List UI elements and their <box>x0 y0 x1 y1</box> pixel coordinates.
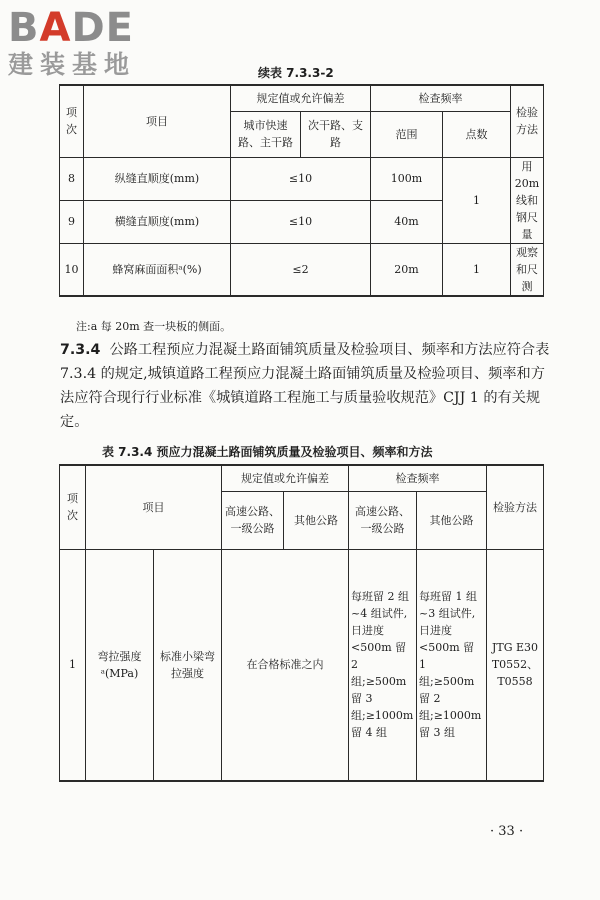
t2-row1-freq-highway: 每班留 2 组~4 组试件,日进度<500m 留 2 组;≥500m 留 3 组;≥1000m 留 4 组 <box>349 549 417 781</box>
header-item: 项目 <box>84 85 231 157</box>
table1-footnote: 注:a 每 20m 查一块板的侧面。 <box>76 320 232 333</box>
row10-range: 20m <box>371 243 443 296</box>
row10-method: 观察和尺测 <box>511 243 544 296</box>
logo-chinese: 建装基地 <box>8 50 137 79</box>
header-freq-range: 范围 <box>371 111 443 157</box>
clause-number: 7.3.4 <box>60 342 101 358</box>
t2-row1-item: 弯拉强度ᵃ(MPa) <box>86 549 154 781</box>
header-method: 检验方法 <box>511 85 544 157</box>
row9-seq: 9 <box>60 200 84 243</box>
row9-item: 横缝直顺度(mm) <box>84 200 231 243</box>
t2-header-freq-other: 其他公路 <box>417 491 487 549</box>
t2-header-method: 检验方法 <box>487 465 544 549</box>
t2-header-freq-highway: 高速公路、一级公路 <box>349 491 417 549</box>
page-number: · 33 · <box>490 824 524 839</box>
header-tolerance: 规定值或允许偏差 <box>231 85 371 111</box>
t2-header-seq: 项次 <box>60 465 86 549</box>
t2-row1-seq: 1 <box>60 549 86 781</box>
row8-item: 纵缝直顺度(mm) <box>84 157 231 200</box>
row8-seq: 8 <box>60 157 84 200</box>
row8-9-points: 1 <box>443 157 511 243</box>
bade-logo <box>8 6 178 80</box>
row10-points: 1 <box>443 243 511 296</box>
table2-title: 表 7.3.4 预应力混凝土路面铺筑质量及检验项目、频率和方法 <box>102 445 433 459</box>
row10-seq: 10 <box>60 243 84 296</box>
t2-row1-method: JTG E30 T0552、T0558 <box>487 549 544 781</box>
header-seq: 项次 <box>60 85 84 157</box>
t2-header-tol-highway: 高速公路、一级公路 <box>222 491 284 549</box>
t2-header-tolerance: 规定值或允许偏差 <box>222 465 349 491</box>
t2-row1-freq-other: 每班留 1 组~3 组试件,日进度<500m 留 1 组;≥500m 留 2 组;≥1000m 留 3 组 <box>417 549 487 781</box>
t2-header-item: 项目 <box>86 465 222 549</box>
row10-tol: ≤2 <box>231 243 371 296</box>
row9-range: 40m <box>371 200 443 243</box>
t2-row1-sub-item: 标准小梁弯拉强度 <box>154 549 222 781</box>
t2-header-tol-other: 其他公路 <box>284 491 349 549</box>
row10-item: 蜂窝麻面面积ᵃ(%) <box>84 243 231 296</box>
header-tol-city: 城市快速路、主干路 <box>231 111 301 157</box>
row8-tol: ≤10 <box>231 157 371 200</box>
row8-range: 100m <box>371 157 443 200</box>
clause-7-3-4 <box>60 338 550 434</box>
t2-row1-tol: 在合格标准之内 <box>222 549 349 781</box>
row9-tol: ≤10 <box>231 200 371 243</box>
table-7-3-4 <box>59 464 544 782</box>
header-tol-other: 次干路、支路 <box>301 111 371 157</box>
table1-title: 续表 7.3.3-2 <box>258 66 334 80</box>
logo-wordmark: BADE <box>8 5 134 51</box>
t2-header-frequency: 检查频率 <box>349 465 487 491</box>
header-frequency: 检查频率 <box>371 85 511 111</box>
row8-9-method: 用 20m 线和钢尺量 <box>511 157 544 243</box>
table-7-3-3-2-continued <box>59 84 544 297</box>
header-freq-points: 点数 <box>443 111 511 157</box>
clause-text: 公路工程预应力混凝土路面铺筑质量及检验项目、频率和方法应符合表 7.3.4 的规定,城镇道路工程预应力混凝土路面铺筑质量及检验项目、频率和方法应符合现行行业标准《城镇道路工程施工与质量验收规范》CJJ 1 的有关规定。 <box>60 342 550 430</box>
